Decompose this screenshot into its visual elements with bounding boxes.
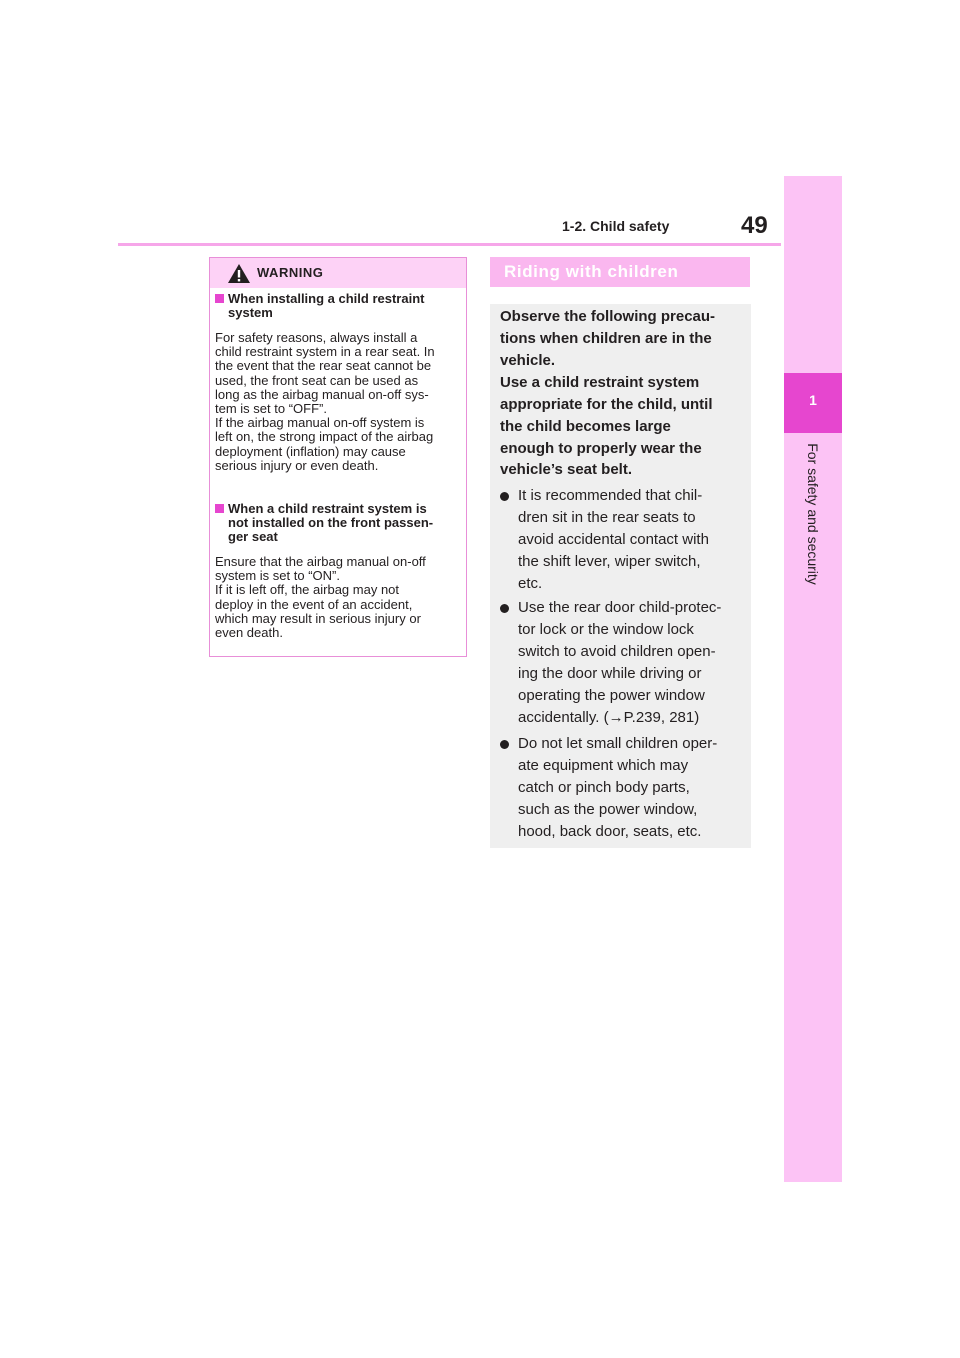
square-bullet-icon: [215, 294, 224, 303]
intro-line: Use a child restraint system: [500, 374, 700, 391]
warning-body-line: child restraint system in a rear seat. In: [215, 344, 435, 360]
bullet-line: tor lock or the window lock: [518, 621, 694, 638]
warning-body-line: even death.: [215, 625, 283, 641]
page-number: 49: [741, 212, 768, 239]
intro-line: tions when children are in the: [500, 330, 712, 347]
warning-body-line: If it is left off, the airbag may not: [215, 582, 400, 598]
warning-body-line: which may result in serious injury or: [215, 610, 421, 626]
intro-line: the child becomes large: [500, 418, 671, 435]
warning-body-line: long as the airbag manual on-off sys-: [215, 386, 429, 402]
bullet-line: Do not let small children oper-: [518, 735, 718, 752]
side-tab-chapter-number: 1: [809, 392, 817, 408]
bullet-line: hood, back door, seats, etc.: [518, 823, 702, 840]
warning-body-line: system is set to “ON”.: [215, 568, 340, 584]
intro-line: appropriate for the child, until: [500, 396, 713, 413]
bullet-line: It is recommended that chil-: [518, 487, 703, 504]
warning-triangle-icon: [227, 263, 251, 284]
warning-body-line: deployment (inflation) may cause: [215, 443, 406, 459]
bullet-line: such as the power window,: [518, 801, 698, 818]
warning-body-line: tem is set to “OFF”.: [215, 401, 327, 417]
riding-header-title: Riding with children: [504, 262, 679, 281]
bullet-dot-icon: [500, 492, 509, 501]
warning-subheading-1: [215, 292, 459, 320]
warning-subheading-line: When a child restraint system is: [228, 501, 427, 516]
warning-body-2: [215, 555, 461, 640]
warning-subheading-line: system: [228, 305, 273, 320]
warning-subheading-line: ger seat: [228, 529, 278, 544]
warning-subheading-line: When installing a child restraint: [228, 291, 425, 306]
warning-body-line: used, the front seat can be used as: [215, 372, 419, 388]
bullet-line: Use the rear door child-protec-: [518, 599, 722, 616]
warning-title: WARNING: [257, 265, 324, 280]
bullet-line: etc.: [518, 575, 543, 592]
warning-body-1: [215, 331, 461, 473]
side-tab-chapter-label: For safety and security: [805, 443, 821, 585]
warning-body-line: deploy in the event of an accident,: [215, 596, 413, 612]
header-rule: [118, 243, 781, 246]
bullet-line: operating the power window: [518, 687, 705, 704]
warning-subheading-line: not installed on the front passen-: [228, 515, 434, 530]
intro-line: Observe the following precau-: [500, 308, 716, 325]
bullet-line: avoid accidental contact with: [518, 531, 709, 548]
bullet-line: switch to avoid children open-: [518, 643, 716, 660]
bullet-dot-icon: [500, 604, 509, 613]
warning-body-line: Ensure that the airbag manual on-off: [215, 554, 426, 569]
warning-box: [209, 257, 467, 657]
warning-body-line: serious injury or even death.: [215, 457, 379, 473]
bullet-dot-icon: [500, 740, 509, 749]
bullet-line: catch or pinch body parts,: [518, 779, 690, 796]
warning-body-line: left on, the strong impact of the airbag: [215, 429, 434, 445]
intro-line: vehicle’s seat belt.: [500, 461, 633, 478]
warning-body-line: the event that the rear seat cannot be: [215, 358, 432, 374]
warning-body-line: If the airbag manual on-off system is: [215, 415, 425, 431]
side-tab-strip: [784, 176, 842, 1182]
square-bullet-icon: [215, 504, 224, 513]
warning-subheading-2: [215, 502, 459, 544]
riding-header: [490, 257, 750, 287]
intro-line: vehicle.: [500, 352, 556, 369]
bullet-line: ate equipment which may: [518, 757, 689, 774]
bullet-line: ing the door while driving or: [518, 665, 702, 682]
bullet-line: dren sit in the rear seats to: [518, 509, 696, 526]
page-reference-link[interactable]: accidentally. (→P.239, 281): [518, 709, 700, 726]
warning-body-line: For safety reasons, always install a: [215, 330, 418, 345]
bullet-line: the shift lever, wiper switch,: [518, 553, 701, 570]
intro-line: enough to properly wear the: [500, 440, 702, 457]
section-title: 1-2. Child safety: [562, 218, 670, 234]
warning-header: [210, 258, 466, 288]
